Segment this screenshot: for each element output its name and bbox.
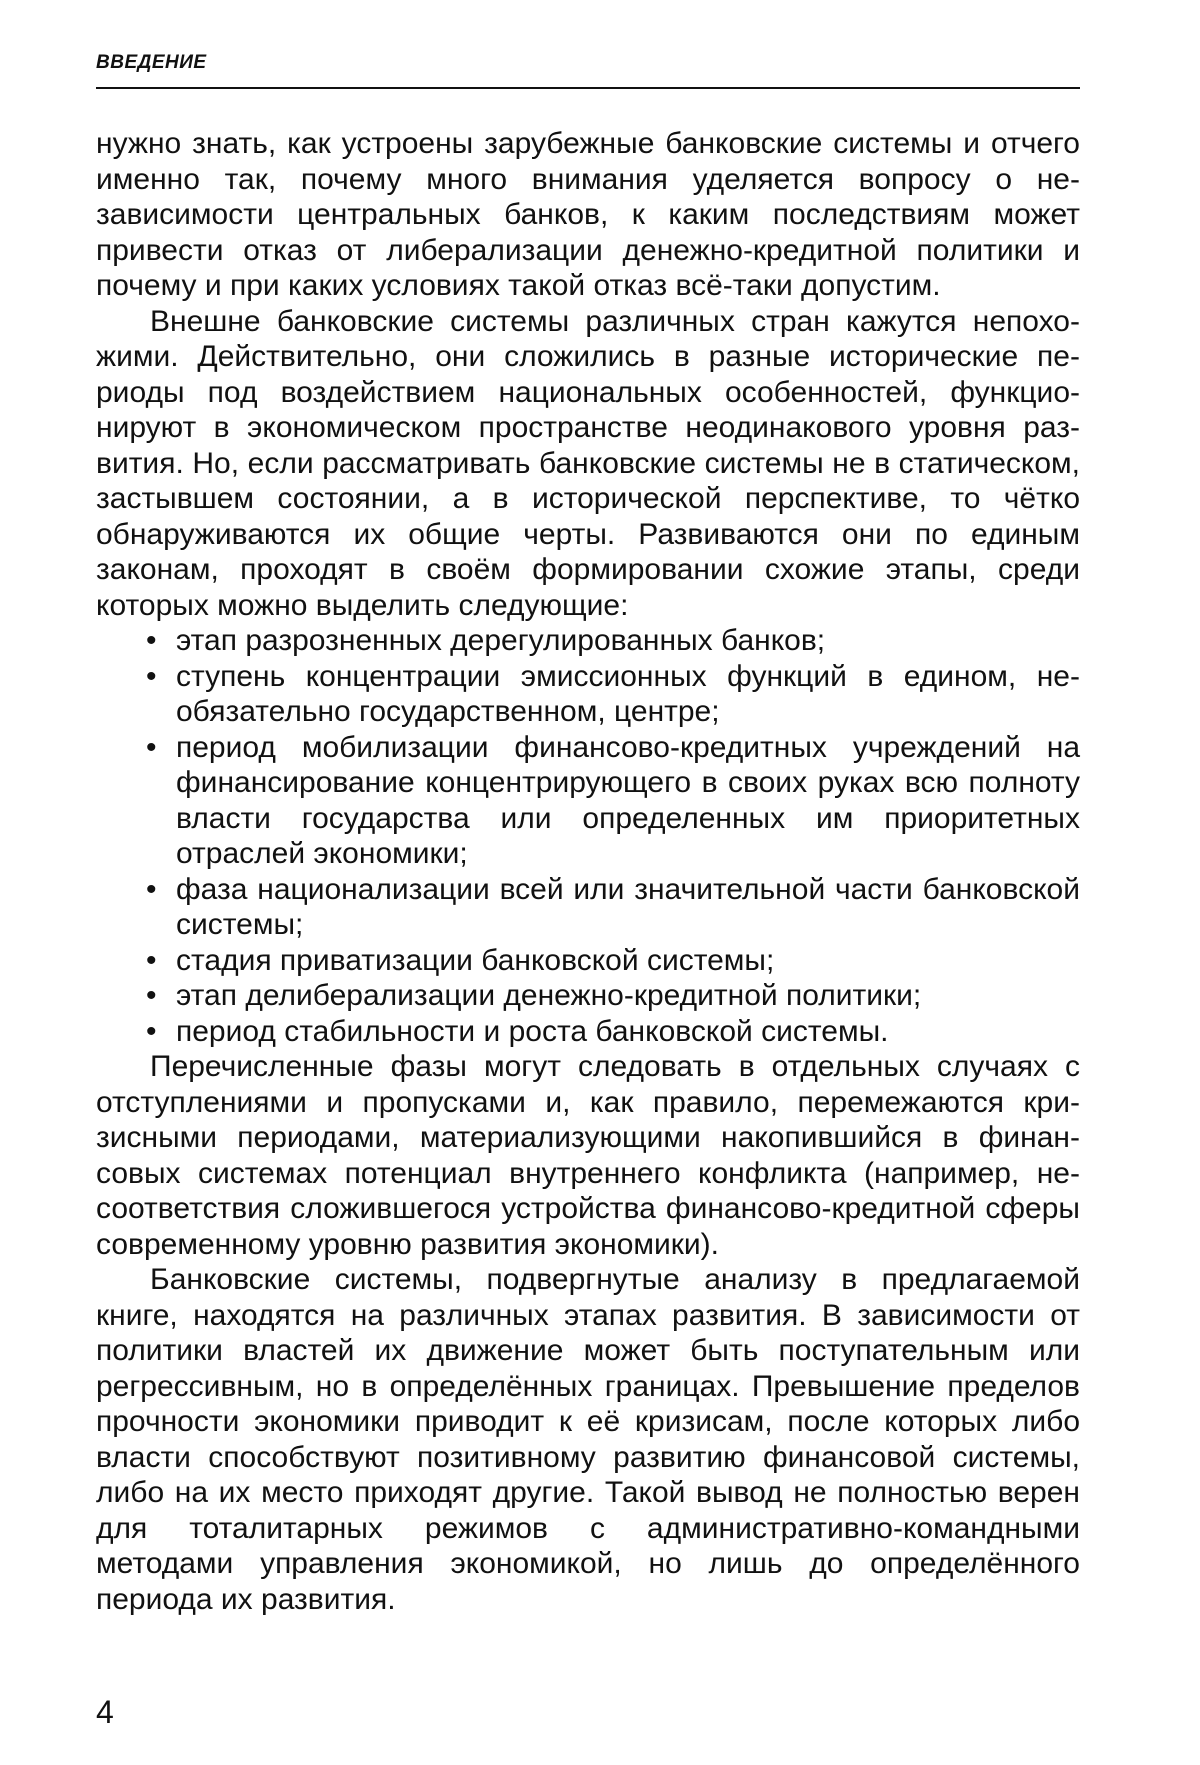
- book-page: [96, 0, 1080, 1765]
- list-item: • период стабильности и роста банковской системы.: [176, 1014, 1080, 1050]
- paragraph-1: нужно знать, как устроены зарубежные банковские системы и отчего именно так, почему много внимания уделяется вопросу о независимости центральных банков, к каким последствиям может привести отказ от либерализации денежно-кредитной политики и почему и при каких условиях такой отказ всё-таки допустим.: [96, 127, 1080, 302]
- list-item: • этап делиберализации денежно-кредитной политики;: [176, 978, 1080, 1014]
- list-item: • этап разрозненных дерегулированных банков;: [176, 623, 1080, 659]
- header-rule: [96, 87, 1080, 89]
- running-head: ВВЕДЕНИЕ: [96, 52, 207, 73]
- page-number: 4: [96, 1694, 114, 1730]
- list-item: • ступень концентрации эмиссионных функций в едином, необязательно государственном, центре;: [176, 659, 1080, 730]
- paragraph-3: Перечисленные фазы могут следовать в отдельных случаях с отступлениями и пропусками и, как правило, перемежаются кризисными периодами, материализующими накопившийся в финансовых системах потенциал внутреннего конфликта (например, несоответствия сложившегося устройства финансово-кредитной сферы современному уровню развития экономики).: [96, 1050, 1080, 1261]
- paragraph-4: Банковские системы, подвергнутые анализу в предлагаемой книге, находятся на различных этапах развития. В зависимости от политики властей их движение может быть поступательным или регрессивным, но в определённых границах. Превышение пределов прочности экономики приводит к её кризисам, после которых либо власти способствуют позитивному развитию финансовой системы, либо на их место приходят другие. Такой вывод не полностью верен для тоталитарных режимов с административно-командными методами управления экономикой, но лишь до определённого периода их развития.: [96, 1263, 1080, 1616]
- list-item: • период мобилизации финансово-кредитных учреждений на финансирование концентрирующего в своих руках всю полноту власти государства или определенных им приоритетных отраслей экономики;: [176, 730, 1080, 872]
- list-item: • фаза национализации всей или значительной части банковской системы;: [176, 872, 1080, 943]
- stages-list: [96, 623, 1080, 1049]
- body-text: [96, 126, 1080, 1617]
- paragraph-2: Внешне банковские системы различных стран кажутся непохожими. Действительно, они сложились в разные исторические периоды под воздействием национальных особенностей, функционируют в экономическом пространстве неодинакового уровня развития. Но, если рассматривать банковские системы не в статическом, застывшем состоянии, а в исторической перспективе, то чётко обнаруживаются их общие черты. Развиваются они по единым законам, проходят в своём формировании схожие этапы, среди которых можно выделить следующие:: [96, 304, 1080, 622]
- list-item: • стадия приватизации банковской системы;: [176, 943, 1080, 979]
